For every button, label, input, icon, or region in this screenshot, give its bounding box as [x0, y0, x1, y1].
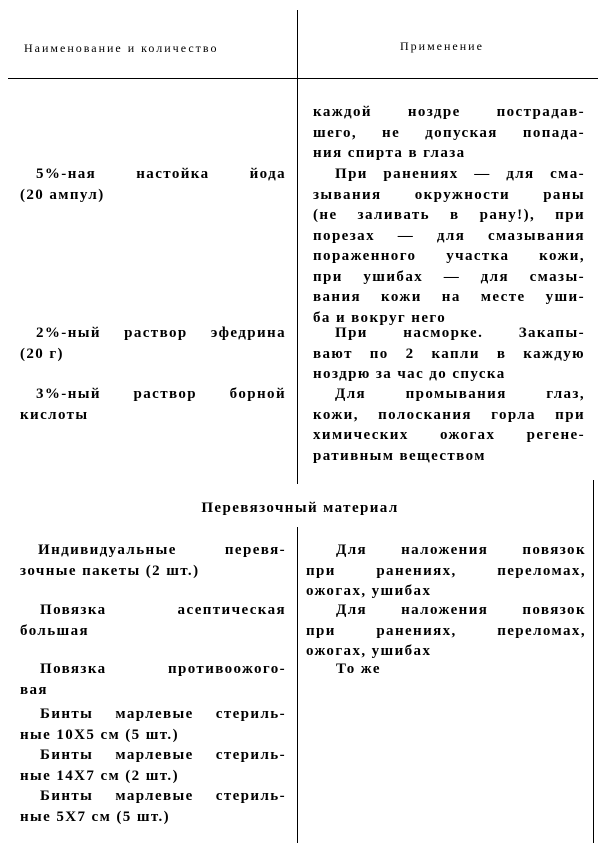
- item-boric-use: Для промывания глаз, кожи, полоскания горла при химических ожогах регене- ративным веществом: [313, 386, 585, 464]
- item-ephedrine-use: При насморке. Закапы- вают по 2 капли в каждую ноздрю за час до спуска: [313, 325, 585, 382]
- right-continuation: каждой ноздре пострадав- шего, не допуская попада- ния спирта в глаза: [313, 104, 585, 161]
- header-col-use: Применение: [400, 39, 484, 53]
- header-rule: [8, 78, 598, 79]
- item-ephedrine-name: 2%-ный раствор эфедрина (20 г): [20, 325, 286, 362]
- right-edge-line: [593, 480, 594, 843]
- column-divider-bottom: [297, 527, 298, 843]
- item-aseptic-name: Повязка асептическая большая: [20, 602, 286, 639]
- item-packs-name: Индивидуальные перевя- зочные пакеты (2 шт.): [20, 542, 286, 579]
- section-title: Перевязочный материал: [201, 500, 399, 516]
- column-divider-top: [297, 10, 298, 484]
- item-iodine-use: При ранениях — для сма- зывания окружности раны (не заливать в рану!), при порезах — для смазывания пораженного участка кожи, при ушибах — для смазы- вания кожи на месте уши- ба и вокруг него: [313, 166, 585, 326]
- item-iodine-name: 5%-ная настойка йода (20 ампул): [20, 166, 286, 203]
- item-aseptic-use: Для наложения повязок при ранениях, переломах, ожогах, ушибах: [306, 602, 586, 659]
- item-bandage-2: Бинты марлевые стериль- ные 14Х7 см (2 шт.): [20, 747, 286, 784]
- header-col-name: Наименование и количество: [24, 41, 219, 55]
- item-antiburn-name: Повязка противоожого- вая: [20, 661, 286, 698]
- item-bandage-1: Бинты марлевые стериль- ные 10Х5 см (5 шт.): [20, 706, 286, 743]
- item-bandage-3: Бинты марлевые стериль- ные 5Х7 см (5 шт.): [20, 788, 286, 825]
- item-packs-use: Для наложения повязок при ранениях, переломах, ожогах, ушибах: [306, 542, 586, 599]
- item-boric-name: 3%-ный раствор борной кислоты: [20, 386, 286, 423]
- item-antiburn-use: То же: [336, 661, 381, 677]
